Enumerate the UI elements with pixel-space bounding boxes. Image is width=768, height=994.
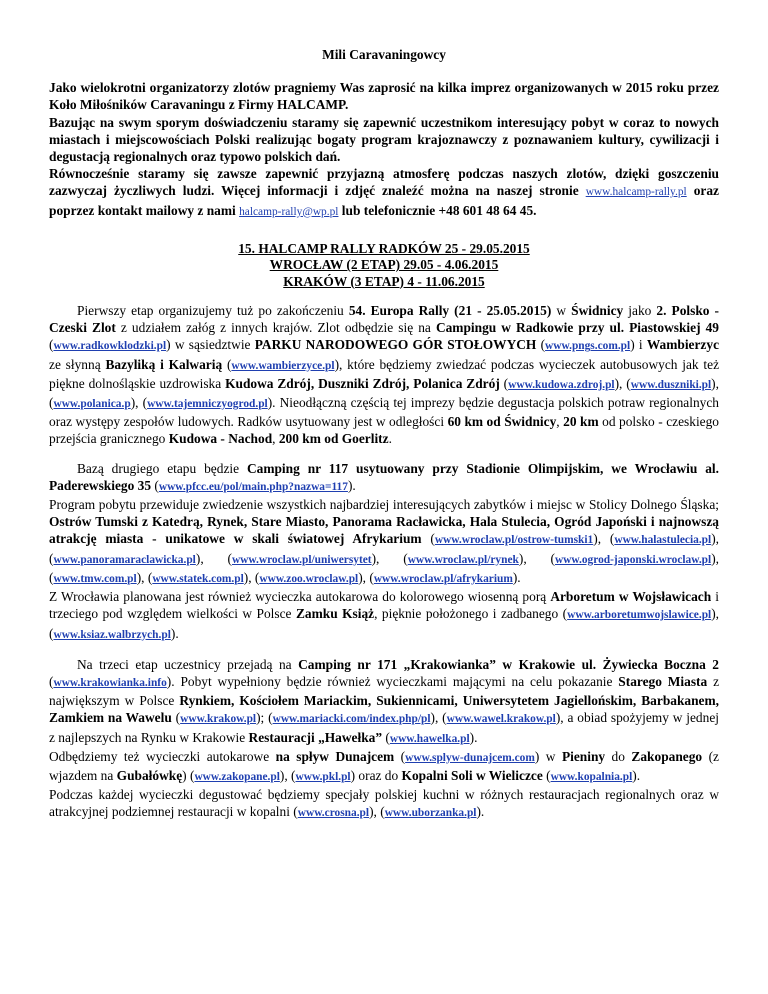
link-kopalnia[interactable]: www.kopalnia.pl [550, 770, 633, 783]
stage1-paragraph: Pierwszy etap organizujemy tuż po zakończeniu 54. Europa Rally (21 - 25.05.2015) w Świdnicy jako 2. Polsko - Czeski Zlot z udziałem załóg z innych krajów. Zlot odbędzie się na Campingu w Radkowie przy ul. Piastowskiej 49 (www.radkowklodzki.pl) w sąsiedztwie PARKU NARODOWEGO GÓR STOŁOWYCH (www.pngs.com.pl) i Wambierzyc ze słynną Bazyliką i Kalwarią (www.wambierzyce.pl), które będziemy zwiedzać podczas wycieczek autobusowych jak też piękne dolnośląskie uzdrowiska Kudowa Zdrój, Duszniki Zdrój, Polanica Zdrój (www.kudowa.zdroj.pl), (www.duszniki.pl), (www.polanica.p), (www.tajemniczyogrod.pl). Nieodłączną częścią tej imprezy będzie degustacja polskich potraw regionalnych oraz występy zespołów ludowych. Radków usytuowany jest w odległości 60 km od Świdnicy, 20 km od polsko - czeskiego przejścia granicznego Kudowa - Nachod, 200 km od Goerlitz. [49, 303, 720, 447]
intro-paragraph-2: Bazując na swym sporym doświadczeniu staramy się zapewnić uczestnikom interesujący pobyt w coraz to nowych miastach i miejscowościach Polski realizując bogaty program krajoznawczy z poznawaniem kultury, cywilizacji i degustacją regionalnych oraz typowo polskich dań. [49, 114, 719, 165]
link-krakowianka[interactable]: www.krakowianka.info [53, 676, 167, 689]
link-pfcc[interactable]: www.pfcc.eu/pol/main.php?nazwa=117 [158, 480, 348, 493]
link-polanica[interactable]: www.polanica.p [53, 398, 131, 411]
link-tmw[interactable]: www.tmw.com.pl [53, 572, 137, 585]
stage2-paragraph: Bazą drugiego etapu będzie Camping nr 117 usytuowany przy Stadionie Olimpijskim, we Wrocławiu al. Paderewskiego 35 (www.pfcc.eu/pol/main.php?nazwa=117). [49, 460, 719, 493]
link-rynek[interactable]: www.wroclaw.pl/rynek [407, 553, 519, 566]
intro-section [49, 79, 719, 221]
title-wroclaw: WROCŁAW (2 ETAP) 29.05 - 4.06.2015 [269, 257, 499, 273]
event-titles [49, 241, 719, 290]
link-tajemniczyogrod[interactable]: www.tajemniczyogrod.pl [147, 398, 268, 411]
link-zakopane[interactable]: www.zakopane.pl [194, 770, 280, 783]
intro-paragraph-1: Jako wielokrotni organizatorzy zlotów pragniemy Was zaprosić na kilka imprez organizowanych w 2015 roku przez Koło Miłośników Caravaningu z Firmy HALCAMP. [49, 80, 719, 113]
link-halastulecia[interactable]: www.halastulecia.pl [614, 534, 712, 547]
link-ogrod-japonski[interactable]: www.ogrod-japonski.wroclaw.pl [554, 553, 712, 566]
link-zoo[interactable]: www.zoo.wroclaw.pl [259, 572, 359, 585]
link-splyw[interactable]: www.splyw-dunajcem.com [405, 751, 535, 764]
link-kudowa[interactable]: www.kudowa.zdroj.pl [508, 378, 615, 391]
link-pkl[interactable]: www.pkl.pl [295, 770, 351, 783]
link-radkowklodzki[interactable]: www.radkowklodzki.pl [53, 340, 167, 353]
stage2-excursion: Z Wrocławia planowana jest również wycieczka autokarowa do kolorowego wiosenną porą Arboretum w Wojsławicach i trzeciego pod względem wielkości w Polsce Zamku Książ, pięknie położonego i zadbanego (www.arboretumwojslawice.pl), (www.ksiaz.walbrzych.pl). [49, 589, 720, 641]
link-arboretum[interactable]: www.arboretumwojslawice.pl [567, 609, 712, 622]
link-panorama[interactable]: www.panoramaraclawicka.pl [53, 553, 196, 566]
intro-paragraph-3: Równocześnie staramy się zawsze zapewnić przyjazną atmosferę podczas naszych zlotów, dzięki goszczeniu zazwyczaj życzliwych ludzi. Więcej informacji i zdjęć znaleźć można na naszej stronie www.halcamp-rally.pl oraz poprzez kontakt mailowy z nami halcamp-rally@wp.pl lub telefonicznie +48 601 48 64 45. [49, 166, 719, 218]
stage3-paragraph: Na trzeci etap uczestnicy przejadą na Camping nr 171 „Krakowianka” w Krakowie ul. Żywiecka Boczna 2 (www.krakowianka.info). Pobyt wypełniony będzie również wycieczkami mającymi na celu pokazanie Starego Miasta z największym w Polsce Rynkiem, Kościołem Mariackim, Sukiennicami, Uniwersytetem Jagiellońskim, Barbakanem, Zamkiem na Wawelu (www.krakow.pl); (www.mariacki.com/index.php/pl), (www.wawel.krakow.pl), a obiad spożyjemy w jednej z najlepszych na Rynku w Krakowie Restauracji „Hawełka” (www.hawelka.pl). [49, 656, 720, 745]
stage2-program: Program pobytu przewiduje zwiedzenie wszystkich najbardziej interesujących zabytków i miejsc w Stolicy Dolnego Śląska; Ostrów Tumski z Katedrą, Rynek, Stare Miasto, Panorama Racławicka, Hala Stulecia, Ogród Japoński i najnowszą atrakcję miasta - unikatowe w skali światowej Afrykarium (www.wroclaw.pl/ostrow-tumski1), (www.halastulecia.pl), (www.panoramaraclawicka.pl), (www.wroclaw.pl/uniwersytet), (www.wroclaw.pl/rynek), (www.ogrod-japonski.wroclaw.pl), (www.tmw.com.pl), (www.statek.com.pl), (www.zoo.wroclaw.pl), (www.wroclaw.pl/afrykarium). [49, 497, 719, 585]
link-uborzanka[interactable]: www.uborzanka.pl [384, 807, 477, 820]
link-duszniki[interactable]: www.duszniki.pl [630, 378, 712, 391]
link-ksiaz[interactable]: www.ksiaz.walbrzych.pl [53, 628, 171, 641]
link-krakow[interactable]: www.krakow.pl [180, 713, 257, 726]
link-wawel[interactable]: www.wawel.krakow.pl [446, 713, 556, 726]
title-krakow: KRAKÓW (3 ETAP) 4 - 11.06.2015 [283, 273, 485, 289]
website-link[interactable]: www.halcamp-rally.pl [585, 186, 687, 199]
link-crosna[interactable]: www.crosna.pl [297, 807, 370, 820]
greeting: Mili Caravaningowcy [322, 47, 446, 62]
title-radkow: 15. HALCAMP RALLY RADKÓW 25 - 29.05.2015 [238, 240, 530, 256]
link-mariacki[interactable]: www.mariacki.com/index.php/pl [272, 713, 431, 726]
link-wambierzyce[interactable]: www.wambierzyce.pl [231, 359, 335, 372]
link-uniwersytet[interactable]: www.wroclaw.pl/uniwersytet [231, 553, 372, 566]
stage3-excursions: Odbędziemy też wycieczki autokarowe na spływ Dunajcem (www.splyw-dunajcem.com) w Pieniny do Zakopanego (z wjazdem na Gubałówkę) (www.zakopane.pl), (www.pkl.pl) oraz do Kopalni Soli w Wieliczce (www.kopalnia.pl). [49, 748, 719, 783]
link-statek[interactable]: www.statek.com.pl [152, 572, 244, 585]
link-afrykarium[interactable]: www.wroclaw.pl/afrykarium [373, 572, 513, 585]
email-link[interactable]: halcamp-rally@wp.pl [239, 205, 339, 218]
link-ostrow-tumski[interactable]: www.wroclaw.pl/ostrow-tumski1 [434, 534, 594, 547]
link-pngs[interactable]: www.pngs.com.pl [545, 340, 631, 353]
stage3-cuisine: Podczas każdej wycieczki degustować będziemy specjały polskiej kuchni w różnych restauracjach regionalnych oraz w atrakcyjnej podziemnej restauracji w kopalni (www.crosna.pl), (www.uborzanka.pl). [49, 787, 719, 820]
link-hawelka[interactable]: www.hawelka.pl [389, 732, 470, 745]
